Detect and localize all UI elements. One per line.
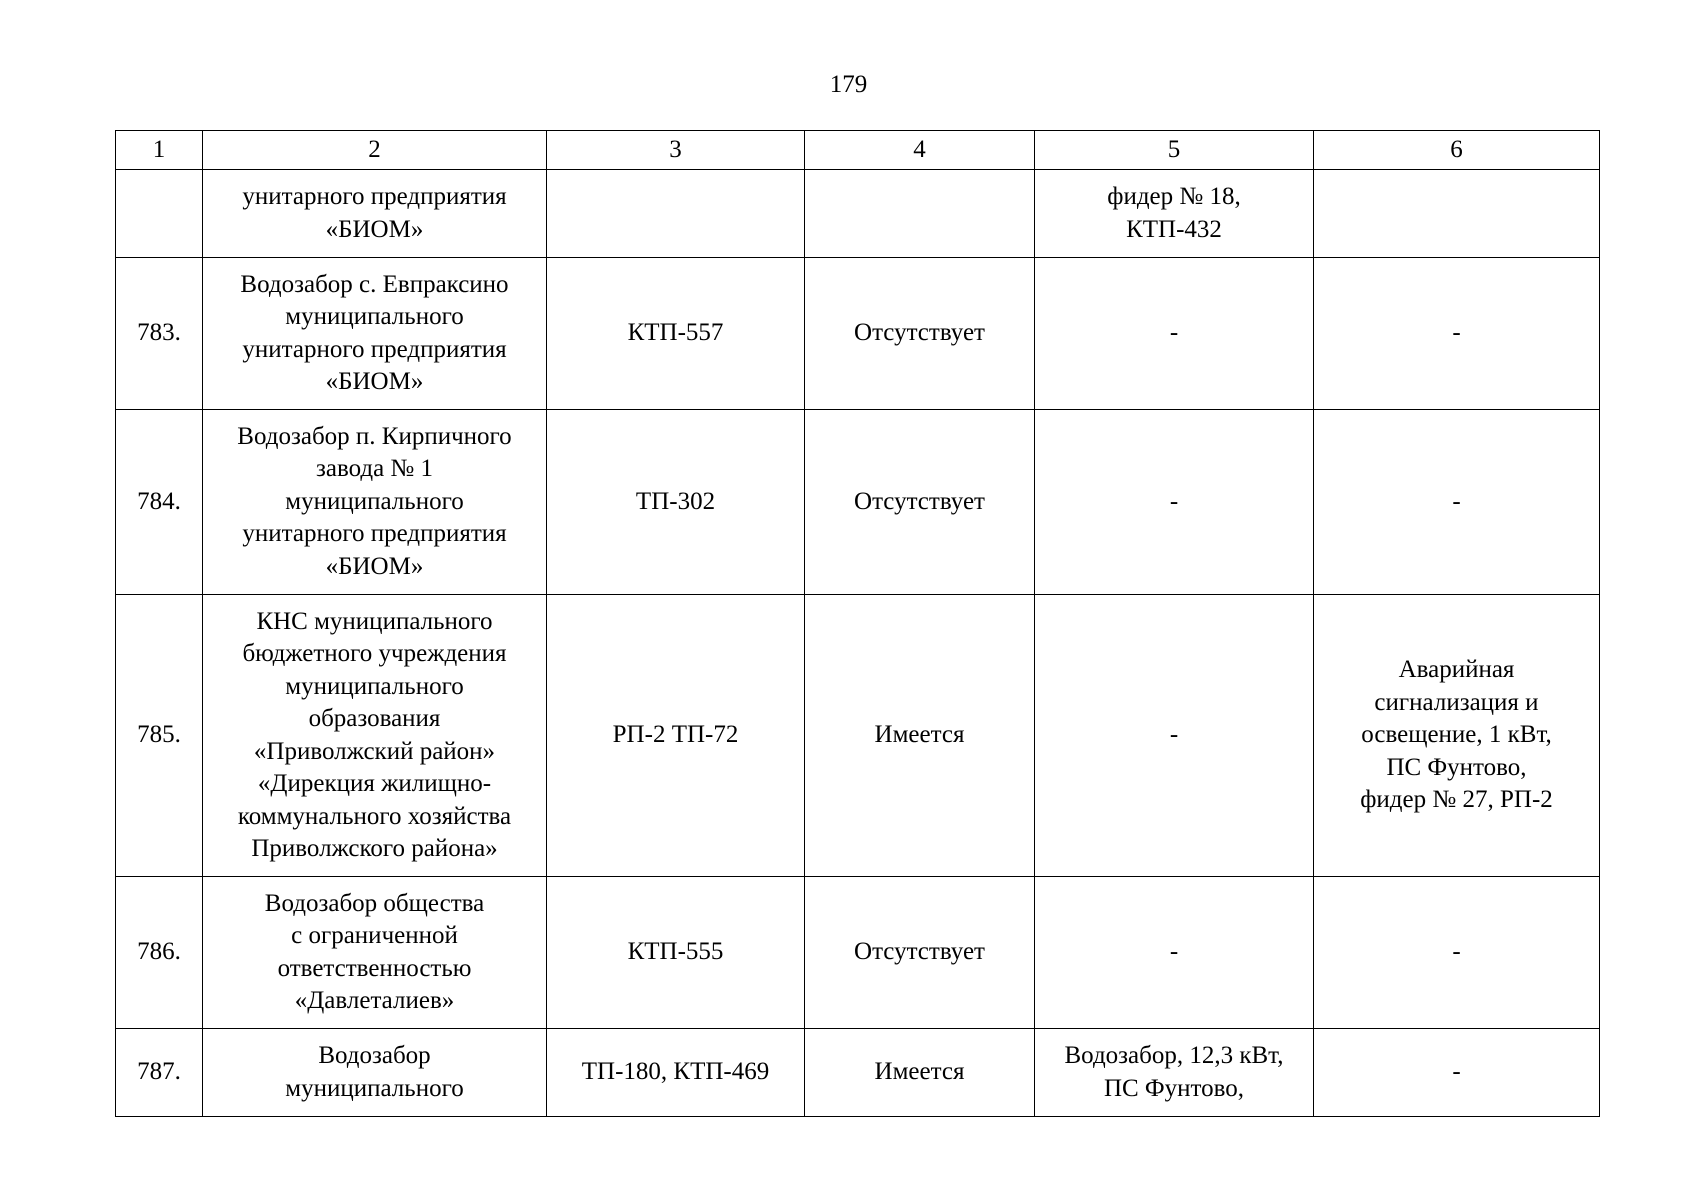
note-cell	[1314, 170, 1600, 258]
feeder-cell: -	[1035, 410, 1314, 595]
note-cell: -	[1314, 1029, 1600, 1117]
feeder-cell: -	[1035, 595, 1314, 877]
row-number-cell: 785.	[116, 595, 203, 877]
column-header-3: 3	[547, 131, 805, 170]
substation-cell: РП-2 ТП-72	[547, 595, 805, 877]
feeder-cell: -	[1035, 877, 1314, 1029]
table-row	[116, 258, 1600, 410]
substation-cell: КТП-557	[547, 258, 805, 410]
row-number-cell: 784.	[116, 410, 203, 595]
feeder-cell: -	[1035, 258, 1314, 410]
object-name-cell: Водозабор общества с ограниченной ответственностью «Давлеталиев»	[203, 877, 547, 1029]
substation-cell: КТП-555	[547, 877, 805, 1029]
backup-power-cell: Отсутствует	[805, 877, 1035, 1029]
page-number: 179	[829, 71, 868, 98]
data-table	[115, 130, 1600, 1117]
backup-power-cell: Отсутствует	[805, 410, 1035, 595]
column-header-2: 2	[203, 131, 547, 170]
backup-power-cell: Имеется	[805, 595, 1035, 877]
column-header-1: 1	[116, 131, 203, 170]
row-number-cell	[116, 170, 203, 258]
object-name-cell: Водозабор п. Кирпичного завода № 1 муниципального унитарного предприятия «БИОМ»	[203, 410, 547, 595]
table-row	[116, 595, 1600, 877]
substation-cell: ТП-302	[547, 410, 805, 595]
column-header-6: 6	[1314, 131, 1600, 170]
column-header-4: 4	[805, 131, 1035, 170]
backup-power-cell: Имеется	[805, 1029, 1035, 1117]
table-row	[116, 410, 1600, 595]
note-cell: -	[1314, 877, 1600, 1029]
table-row	[116, 170, 1600, 258]
substation-cell	[547, 170, 805, 258]
object-name-cell: унитарного предприятия «БИОМ»	[203, 170, 547, 258]
note-cell: -	[1314, 410, 1600, 595]
object-name-cell: Водозабор муниципального	[203, 1029, 547, 1117]
feeder-cell: фидер № 18, КТП-432	[1035, 170, 1314, 258]
backup-power-cell	[805, 170, 1035, 258]
object-name-cell: Водозабор с. Евпраксино муниципального унитарного предприятия «БИОМ»	[203, 258, 547, 410]
column-header-5: 5	[1035, 131, 1314, 170]
note-cell: Аварийная сигнализация и освещение, 1 кВт, ПС Фунтово, фидер № 27, РП-2	[1314, 595, 1600, 877]
row-number-cell: 787.	[116, 1029, 203, 1117]
table-row	[116, 1029, 1600, 1117]
row-number-cell: 786.	[116, 877, 203, 1029]
table-row	[116, 877, 1600, 1029]
table-header-row	[116, 131, 1600, 170]
feeder-cell: Водозабор, 12,3 кВт, ПС Фунтово,	[1035, 1029, 1314, 1117]
row-number-cell: 783.	[116, 258, 203, 410]
backup-power-cell: Отсутствует	[805, 258, 1035, 410]
substation-cell: ТП-180, КТП-469	[547, 1029, 805, 1117]
object-name-cell: КНС муниципального бюджетного учреждения муниципального образования «Приволжский район» «Дирекция жилищно- коммунального хозяйства Приволжского района»	[203, 595, 547, 877]
note-cell: -	[1314, 258, 1600, 410]
